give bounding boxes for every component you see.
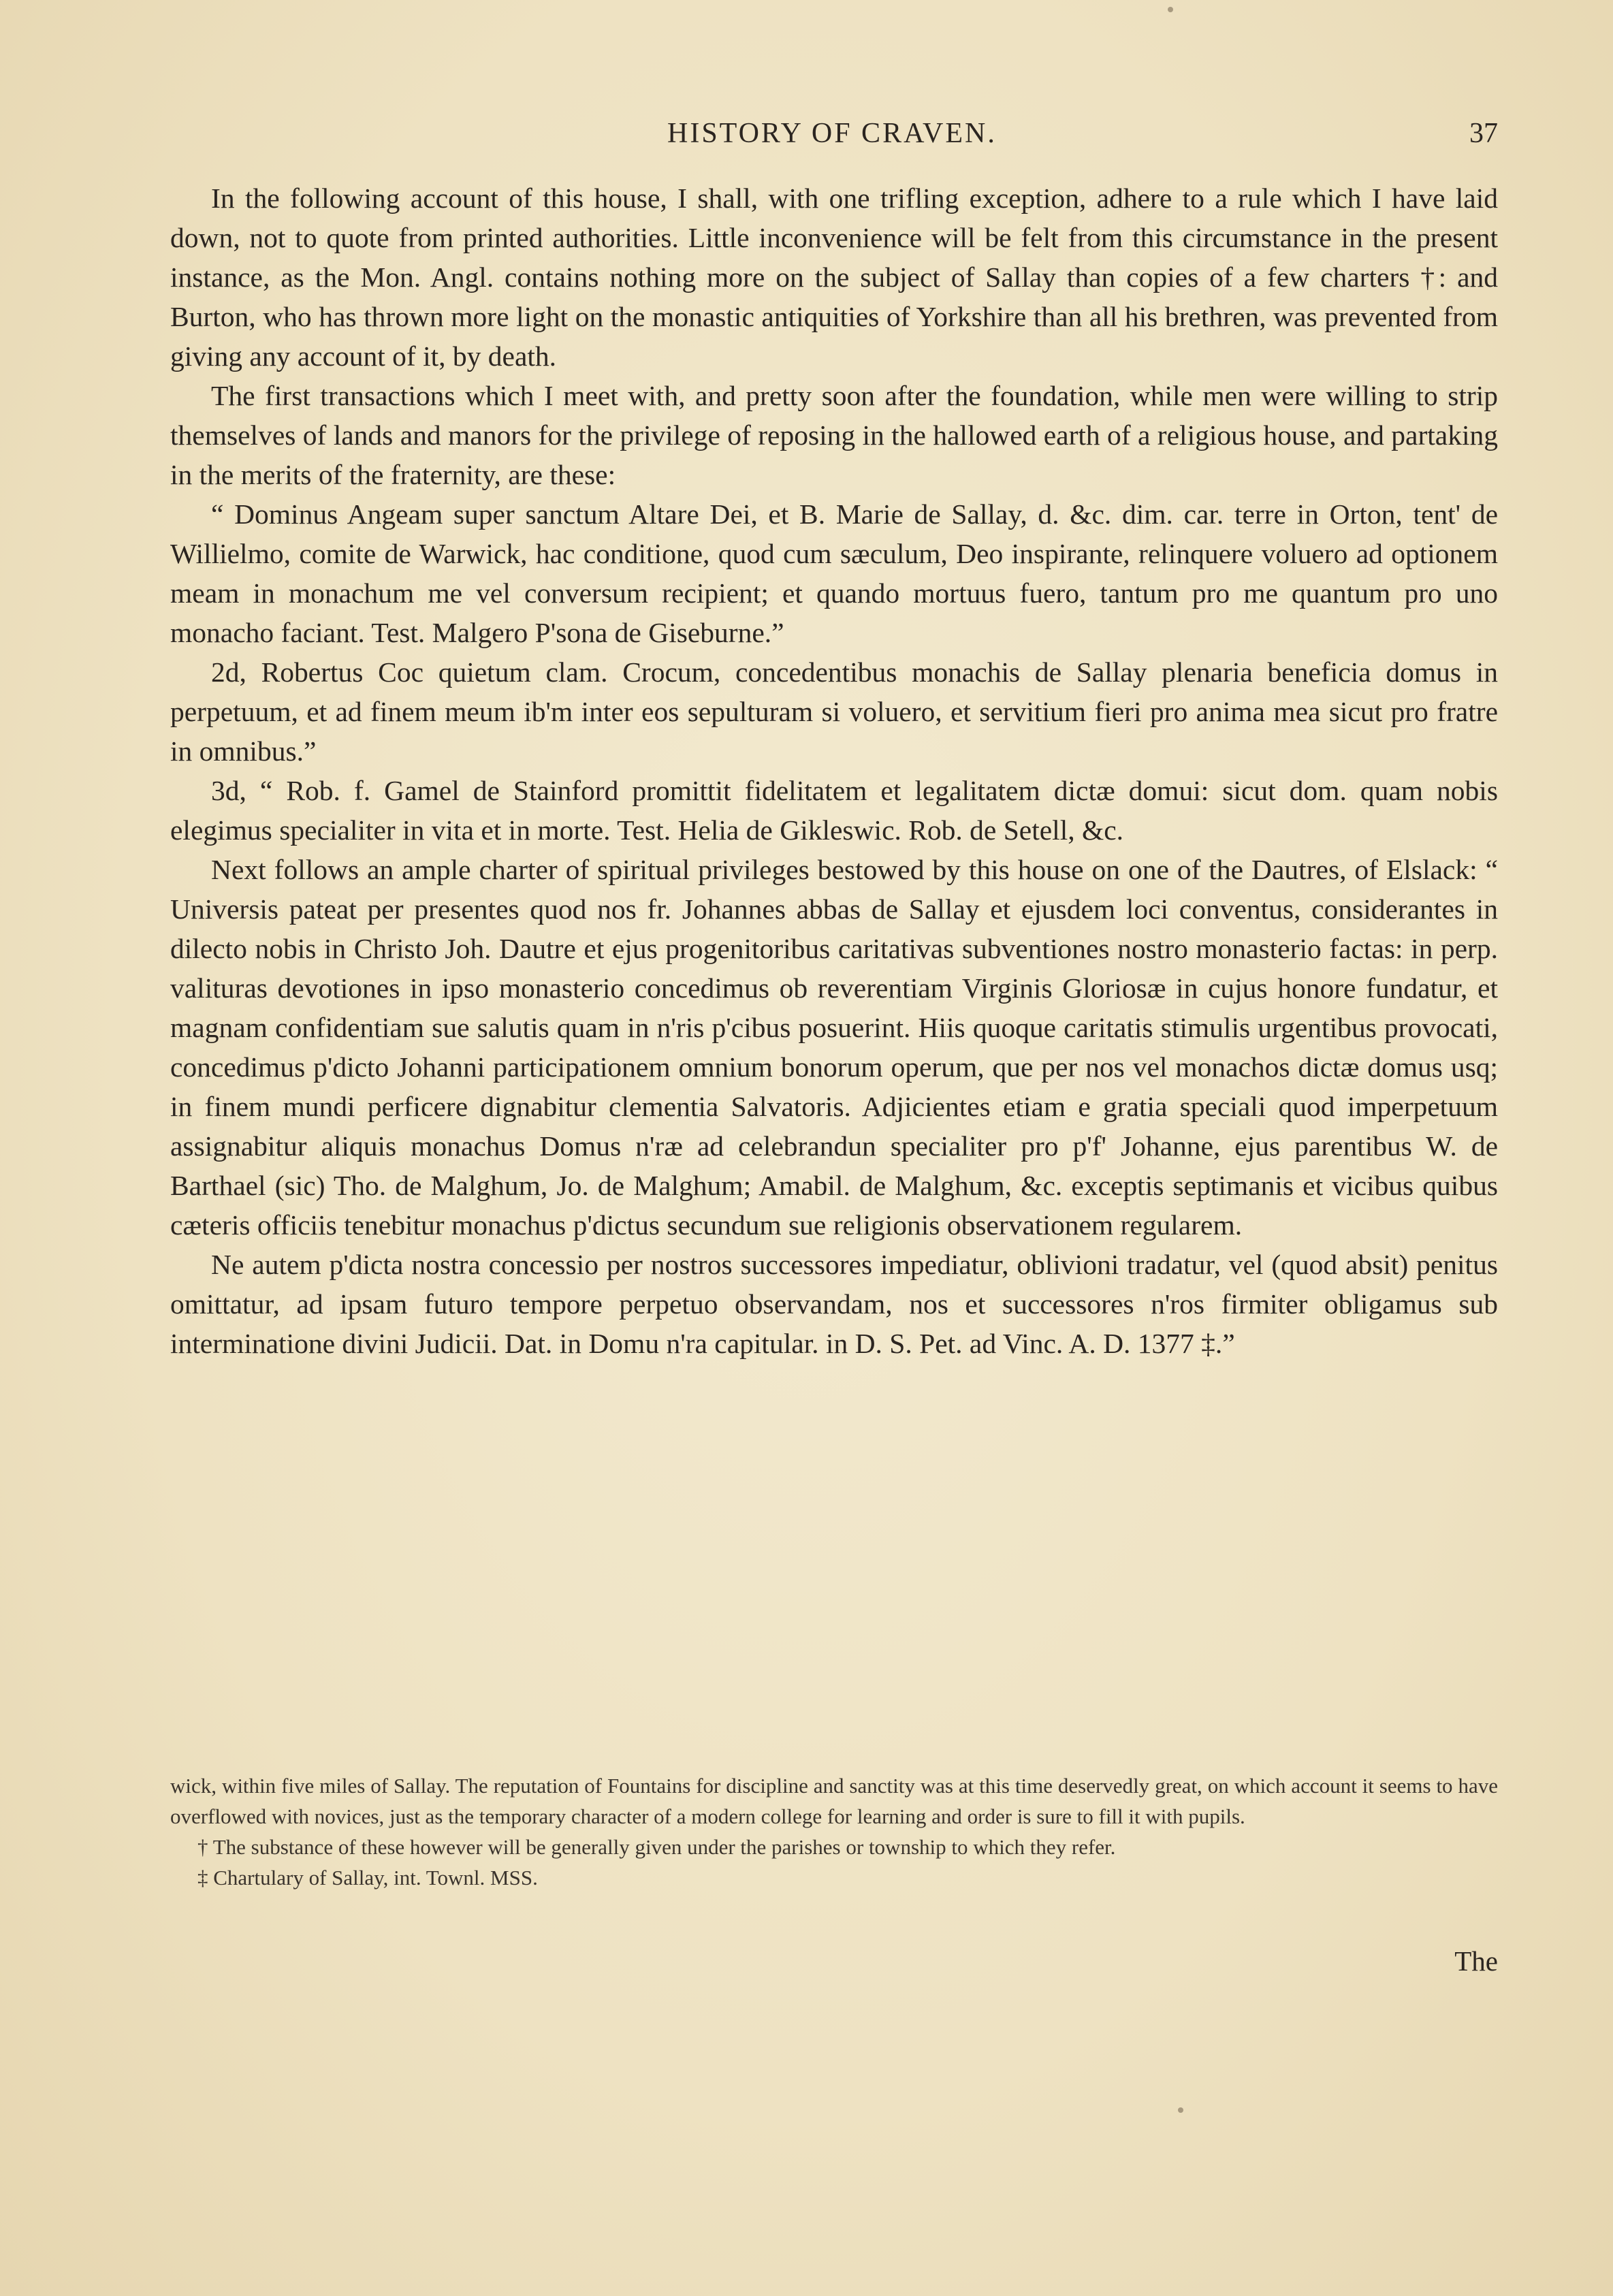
paragraph: Ne autem p'dicta nostra concessio per nostros successores impediatur, oblivioni tradatur, vel (quod absit) penitus omittatur, ad ipsam futuro tempore perpetuo observandam, nos et successores n'ros firmiter obligamus sub interminatione divini Judicii. Dat. in Domu n'ra capitular. in D. S. Pet. ad Vinc. A. D. 1377 ‡.” [170, 1249, 1498, 1359]
paragraph: Next follows an ample charter of spiritual privileges bestowed by this house on one of the Dautres, of Elslack: “ Universis pateat per presentes quod nos fr. Johannes abbas de Sallay et ejusdem loci conventus, considerantes in dilecto nobis in Christo Joh. Dautre et ejus progenitoribus caritativas subventiones nostro monasterio factas: in perp. valituras devotiones in ipso monasterio concedimus ob reverentiam Virginis Gloriosæ in cujus honore fundatur, et magnam confidentiam sue salutis quam in n'ris p'cibus posuerint. Hiis quoque caritatis stimulis urgentibus provocati, concedimus p'dicto Johanni participationem omnium bonorum operum, que per nos vel monachos dictæ domus usq; in finem mundi perficere dignabitur clementia Salvatoris. Adjicientes etiam e gratia speciali quod imperpetuum assignabitur aliquis monachus Domus n'ræ ad celebrandun specialiter pro p'f' Johanne, ejus parentibus W. de Barthael (sic) Tho. de Malghum, Jo. de Malghum; Amabil. de Malghum, &c. exceptis septimanis et vicibus quibus cæteris officiis tenebitur monachus p'dictus secundum sue religionis observationem regularem. [170, 854, 1498, 1241]
paragraph: 2d, Robertus Coc quietum clam. Crocum, concedentibus monachis de Sallay plenaria beneficia domus in perpetuum, et ad finem meum ib'm inter eos sepulturam si voluero, et servitium fieri pro anima mea sicut pro fratre in omnibus.” [170, 656, 1498, 767]
paper-speck [1178, 2107, 1183, 2113]
main-text [170, 178, 1498, 1363]
running-title: HISTORY OF CRAVEN. [667, 118, 997, 149]
footnote-dagger: † The substance of these however will be generally given under the parishes or township to which they refer. [197, 1835, 1116, 1859]
paragraph: In the following account of this house, I shall, with one trifling exception, adhere to a rule which I have laid down, not to quote from printed authorities. Little inconvenience will be felt from this circumstance in the present instance, as the Mon. Angl. contains nothing more on the subject of Sallay than copies of a few charters †: and Burton, who has thrown more light on the monastic antiquities of Yorkshire than all his brethren, was prevented from giving any account of it, by death. [170, 182, 1498, 372]
paper-speck [1168, 7, 1173, 12]
footnote-continuation: wick, within five miles of Sallay. The reputation of Fountains for discipline and sanctity was at this time deservedly great, on which account it seems to have overflowed with novices, just as the temporary character of a modern college for learning and order is sure to fill it with pupils. [170, 1774, 1498, 1828]
paragraph: The first transactions which I meet with, and pretty soon after the foundation, while men were willing to strip themselves of lands and manors for the privilege of reposing in the hallowed earth of a religious house, and partaking in the merits of the fraternity, are these: [170, 380, 1498, 490]
footnote-double-dagger: ‡ Chartulary of Sallay, int. Townl. MSS. [197, 1866, 538, 1890]
page-number: 37 [1469, 118, 1498, 149]
catchword: The [1454, 1945, 1498, 1977]
page-header [170, 117, 1498, 158]
paragraph: “ Dominus Angeam super sanctum Altare Dei, et B. Marie de Sallay, d. &c. dim. car. terre in Orton, tent' de Willielmo, comite de Warwick, hac conditione, quod cum sæculum, Deo inspirante, relinquere voluero ad optionem meam in monachum me vel conversum recipient; et quando mortuus fuero, tantum pro me quantum pro uno monacho faciant. Test. Malgero P'sona de Giseburne.” [170, 498, 1498, 648]
paragraph: 3d, “ Rob. f. Gamel de Stainford promittit fidelitatem et legalitatem dictæ domui: sicut dom. quam nobis elegimus specialiter in vita et in morte. Test. Helia de Gikleswic. Rob. de Setell, &c. [170, 775, 1498, 846]
footnotes [170, 1770, 1498, 1893]
